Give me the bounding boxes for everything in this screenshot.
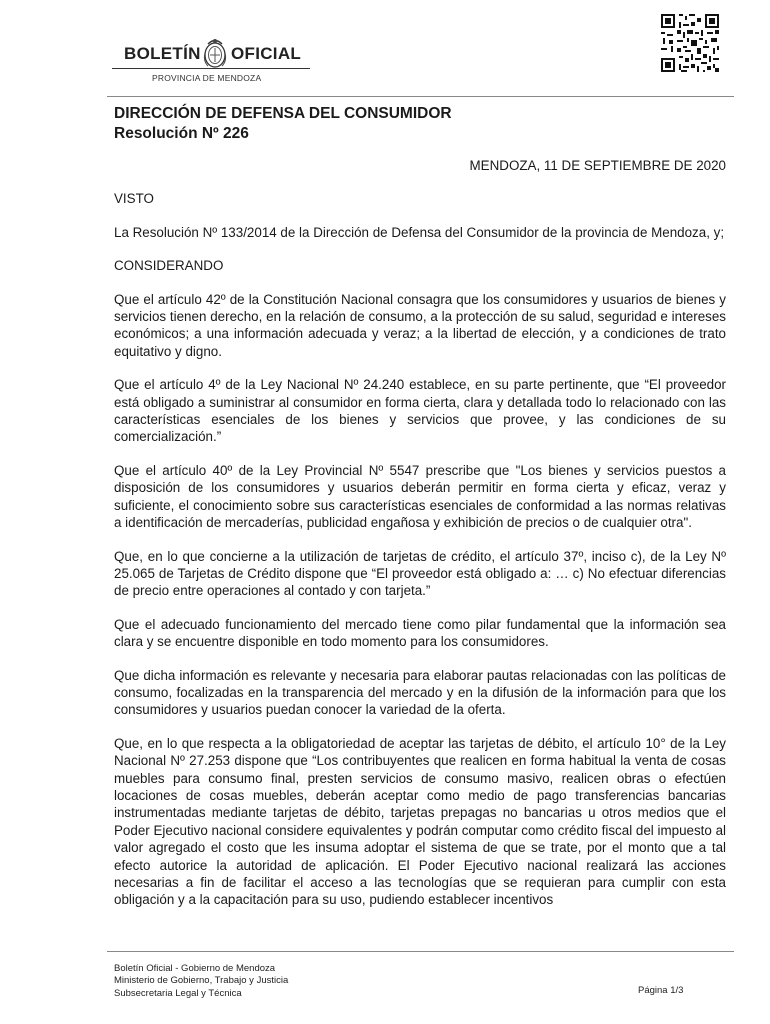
header-divider <box>107 96 734 97</box>
considerando-paragraph: Que, en lo que respecta a la obligatoriedad de aceptar las tarjetas de débito, el artículo 10° de la Ley Nacional Nº 27.253 dispone que “Los contribuyentes que realicen en forma habitual la venta de cosas muebles para consumo final, presten servicios de consumo masivo, realicen obras o efectúen locaciones de cosas muebles, deberán aceptar como medio de pago transferencias bancarias instrumentadas mediante tarjetas de débito, tarjetas prepagas no bancarias u otros medios que el Poder Ejecutivo nacional considere equivalentes y podrán computar como crédito fiscal del impuesto al valor agregado el costo que les insuma adoptar el sistema de que se trate, por el monto que a tal efecto autorice la autoridad de aplicación. El Poder Ejecutivo nacional realizará las acciones necesarias a fin de facilitar el acceso a las tecnologías que se requieran para cumplir con esta obligación y a la capacitación para su uso, pudiendo establecer incentivos <box>114 735 726 908</box>
logo-word-boletin: BOLETÍN <box>124 44 201 63</box>
document-header <box>0 0 770 97</box>
resolution-body <box>114 104 726 909</box>
coat-of-arms-icon <box>202 37 228 71</box>
considerando-paragraph: Que el artículo 4º de la Ley Nacional Nº 24.240 establece, en su parte pertinente, que “El proveedor está obligado a suministrar al consumidor en forma cierta, clara y detallada todo lo relacionado con las características esenciales de los bienes y servicios que provee, y las condiciones de su comercialización.” <box>114 377 726 445</box>
considerando-paragraph: Que el artículo 42º de la Constitución Nacional consagra que los consumidores y usuarios de bienes y servicios tienen derecho, en la relación de consumo, a la protección de su salud, seguridad e intereses económicos; a una información adecuada y veraz; a la libertad de elección, y a condiciones de trato equitativo y digno. <box>114 291 726 359</box>
document-footer <box>114 963 288 1000</box>
page-number: Página 1/3 <box>638 985 684 996</box>
resolution-date: MENDOZA, 11 DE SEPTIEMBRE DE 2020 <box>469 158 726 173</box>
footer-ministry: Ministerio de Gobierno, Trabajo y Justicia <box>114 975 289 987</box>
qr-code-icon <box>659 12 721 74</box>
boletin-oficial-logo <box>112 35 312 85</box>
issuing-office-title: DIRECCIÓN DE DEFENSA DEL CONSUMIDOR <box>114 105 452 122</box>
resolution-number: Resolución Nº 226 <box>114 125 249 142</box>
footer-publisher: Boletín Oficial - Gobierno de Mendoza <box>114 963 276 974</box>
footer-divider <box>107 951 734 952</box>
logo-word-oficial: OFICIAL <box>231 44 302 63</box>
considerando-heading: CONSIDERANDO <box>114 258 224 274</box>
considerando-paragraph: Que dicha información es relevante y necesaria para elaborar pautas relacionadas con las políticas de consumo, focalizadas en la transparencia del mercado y en la difusión de la información para que los consumidores y usuarios puedan conocer la variedad de la oferta. <box>114 667 726 718</box>
considerando-paragraph: Que, en lo que concierne a la utilización de tarjetas de crédito, el artículo 37º, inciso c), de la Ley Nº 25.065 de Tarjetas de Crédito dispone que “El proveedor está obligado a: … c) No efectuar diferencias de precio entre operaciones al contado y con tarjeta.” <box>114 548 726 599</box>
considerando-paragraph: Que el artículo 40º de la Ley Provincial Nº 5547 prescribe que "Los bienes y servicios puestos a disposición de los consumidores y usuarios deberán permitir en forma cierta y eficaz, veraz y suficiente, el conocimiento sobre sus características esenciales de conformidad a las normas relativas a identificación de mercaderías, publicidad engañosa y exhibición de precios o de cualquier otra". <box>114 462 726 531</box>
logo-subtitle: PROVINCIA DE MENDOZA <box>152 73 262 83</box>
logo-divider <box>112 68 310 69</box>
visto-paragraph: La Resolución Nº 133/2014 de la Dirección de Defensa del Consumidor de la provincia de Mendoza, y; <box>114 224 725 240</box>
footer-subsecretary: Subsecretaria Legal y Técnica <box>114 987 242 999</box>
considerando-paragraph: Que el adecuado funcionamiento del mercado tiene como pilar fundamental que la información sea clara y se encuentre disponible en todo momento para los consumidores. <box>114 616 726 650</box>
visto-heading: VISTO <box>114 191 154 207</box>
